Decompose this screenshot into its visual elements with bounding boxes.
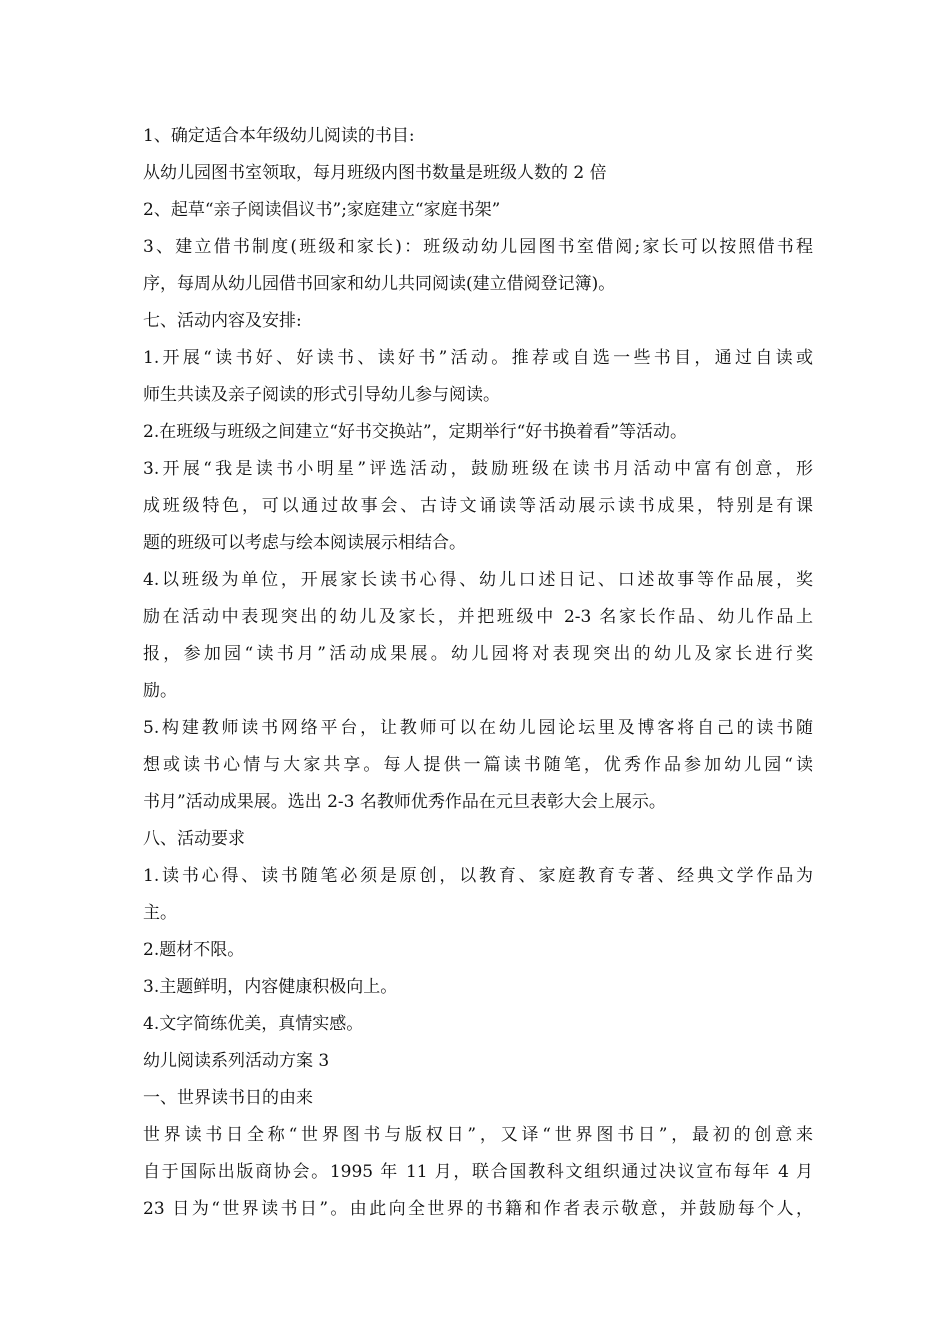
document-body — [143, 118, 813, 1228]
text-line: 成班级特色，可以通过故事会、古诗文诵读等活动展示读书成果，特别是有课 — [143, 496, 813, 516]
text-line: 2.在班级与班级之间建立“好书交换站”，定期举行“好书换着看”等活动。 — [143, 422, 687, 442]
section-heading: 一、世界读书日的由来 — [143, 1088, 313, 1108]
text-line: 3.开展“我是读书小明星”评选活动，鼓励班级在读书月活动中富有创意，形 — [143, 459, 813, 479]
text-line: 1.读书心得、读书随笔必须是原创，以教育、家庭教育专著、经典文学作品为 — [143, 866, 813, 886]
text-line: 励。 — [143, 681, 177, 701]
text-line: 4.以班级为单位，开展家长读书心得、幼儿口述日记、口述故事等作品展，奖 — [143, 570, 813, 590]
text-line: 序，每周从幼儿园借书回家和幼儿共同阅读(建立借阅登记簿)。 — [143, 274, 616, 294]
text-line: 报，参加园“读书月”活动成果展。幼儿园将对表现突出的幼儿及家长进行奖 — [143, 644, 813, 664]
text-line: 2、起草“亲子阅读倡议书”;家庭建立“家庭书架” — [143, 200, 501, 220]
text-line: 题的班级可以考虑与绘本阅读展示相结合。 — [143, 533, 466, 553]
text-line: 励在活动中表现突出的幼儿及家长，并把班级中 2-3 名家长作品、幼儿作品上 — [143, 607, 813, 627]
text-line: 主。 — [143, 903, 177, 923]
text-line: 世界读书日全称“世界图书与版权日”，又译“世界图书日”，最初的创意来 — [143, 1125, 813, 1145]
text-line: 3、建立借书制度(班级和家长)：班级动幼儿园图书室借阅;家长可以按照借书程 — [143, 237, 813, 257]
text-line: 4.文字简练优美，真情实感。 — [143, 1014, 364, 1034]
text-line: 3.主题鲜明，内容健康积极向上。 — [143, 977, 398, 997]
text-line: 师生共读及亲子阅读的形式引导幼儿参与阅读。 — [143, 385, 500, 405]
text-line: 1.开展“读书好、好读书、读好书”活动。推荐或自选一些书目，通过自读或 — [143, 348, 813, 368]
section-heading: 八、活动要求 — [143, 829, 245, 849]
text-line: 2.题材不限。 — [143, 940, 245, 960]
document-title: 幼儿阅读系列活动方案 3 — [143, 1051, 330, 1071]
text-line: 1、确定适合本年级幼儿阅读的书目: — [143, 126, 415, 146]
text-line: 5.构建教师读书网络平台，让教师可以在幼儿园论坛里及博客将自己的读书随 — [143, 718, 813, 738]
text-line: 自于国际出版商协会。1995 年 11 月，联合国教科文组织通过决议宣布每年 4 月 — [143, 1162, 813, 1182]
text-line: 从幼儿园图书室领取，每月班级内图书数量是班级人数的 2 倍 — [143, 163, 607, 183]
text-line: 书月”活动成果展。选出 2-3 名教师优秀作品在元旦表彰大会上展示。 — [143, 792, 666, 812]
text-line: 想或读书心情与大家共享。每人提供一篇读书随笔，优秀作品参加幼儿园“读 — [143, 755, 813, 775]
section-heading: 七、活动内容及安排: — [143, 311, 302, 331]
text-line: 23 日为“世界读书日”。由此向全世界的书籍和作者表示敬意，并鼓励每个人， — [143, 1199, 813, 1219]
